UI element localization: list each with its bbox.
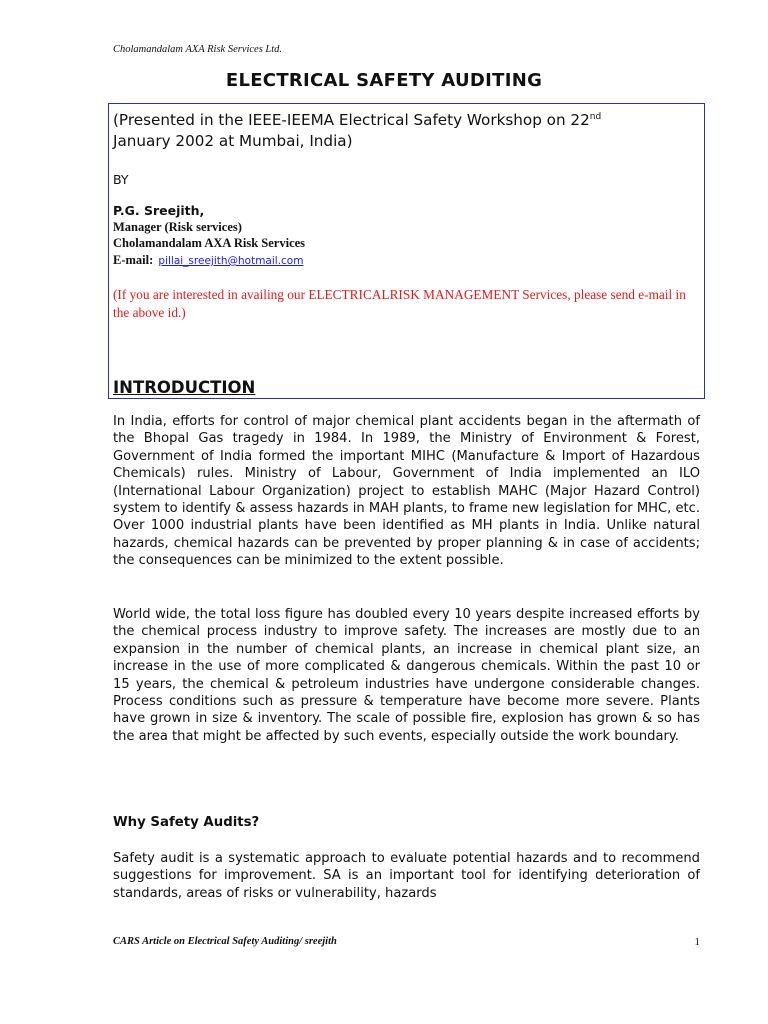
footer-page-number: 1 [694, 936, 700, 948]
author-role: Manager (Risk services) [113, 220, 242, 234]
email-link[interactable]: pillai_sreejith@hotmail.com [158, 255, 304, 267]
by-label: BY [113, 172, 129, 187]
author-organization: Cholamandalam AXA Risk Services [113, 236, 306, 250]
header-company-name: Cholamandalam AXA Risk Services Ltd. [113, 44, 283, 55]
author-name: P.G. Sreejith, [113, 203, 205, 218]
why-safety-audits-paragraph: Safety audit is a systematic approach to evaluate potential hazards and to recommend suggestions for improvement. SA is an important tool for identifying deterioration of standards, areas of risks or vulnerability, hazards [113, 851, 700, 901]
introduction-paragraph-1: In India, efforts for control of major chemical plant accidents began in the aftermath of the Bhopal Gas tragedy in 1984. In 1989, the Ministry of Environment & Forest, Government of India formed the important MIHC (Manufacture & Import of Hazardous Chemicals) rules. Ministry of Labour, Government of India implemented an ILO (International Labour Organization) project to establish MAHC (Major Hazard Control) system to identify & assess hazards in MAH plants, to frame new legislation for MHC, etc. Over 1000 industrial plants have been identified as MH plants in India. Unlike natural hazards, chemical hazards can be prevented by proper planning & in case of accidents; the consequences can be minimized to the extent possible. [113, 414, 700, 569]
footer-article-title: CARS Article on Electrical Safety Auditing/ sreejith [113, 936, 337, 947]
presentation-note-line2: January 2002 at Mumbai, India) [113, 132, 353, 150]
presentation-note-line1: (Presented in the IEEE-IEEMA Electrical Safety Workshop on 22 [113, 111, 590, 129]
introduction-heading: INTRODUCTION [113, 378, 256, 397]
introduction-paragraph-2: World wide, the total loss figure has doubled every 10 years despite increased efforts by the chemical process industry to improve safety. The increases are mostly due to an expansion in the number of chemical plants, an increase in chemical plant size, an increase in the use of more complicated & dangerous chemicals. Within the past 10 or 15 years, the chemical & petroleum industries have undergone considerable changes. Process conditions such as pressure & temperature have become more severe. Plants have grown in size & inventory. The scale of possible fire, explosion has grown & so has the area that might be affected by such events, especially outside the work boundary. [113, 607, 700, 744]
email-row [113, 253, 303, 268]
services-notice: (If you are interested in availing our ELECTRICALRISK MANAGEMENT Services, please send e-mail in the above id.) [113, 287, 686, 320]
why-safety-audits-heading: Why Safety Audits? [113, 815, 260, 830]
presentation-date-suffix: nd [589, 111, 602, 122]
presentation-note [113, 110, 703, 152]
email-label: E-mail: [113, 253, 154, 267]
document-title: ELECTRICAL SAFETY AUDITING [225, 70, 543, 91]
